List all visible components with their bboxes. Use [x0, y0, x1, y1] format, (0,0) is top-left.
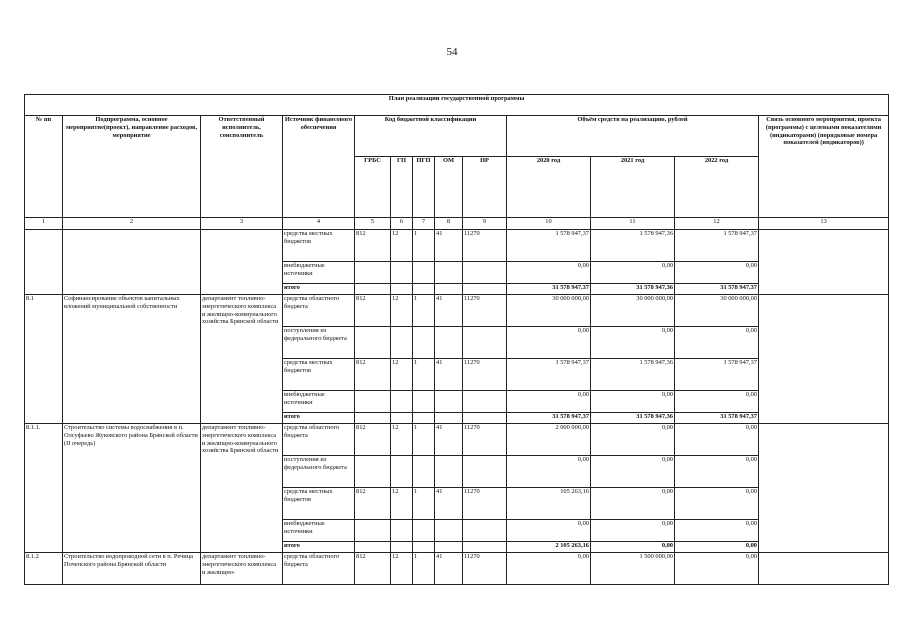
column-number: 5	[355, 218, 391, 230]
indicator-cell	[759, 295, 889, 424]
indicator-cell	[759, 553, 889, 585]
amount-2020: 0,00	[507, 391, 591, 413]
table-row	[25, 553, 889, 585]
code-om: 41	[435, 553, 463, 585]
header-2020: 2020 год	[507, 157, 591, 218]
table-row	[25, 424, 889, 456]
amount-2021: 0,00	[591, 456, 675, 488]
source-local: средства местных бюджетов	[283, 230, 355, 262]
amount-2022: 0,00	[675, 391, 759, 413]
column-number: 9	[463, 218, 507, 230]
source-federal: поступления из федерального бюджета	[283, 327, 355, 359]
amount-2021: 1 578 947,36	[591, 230, 675, 262]
source-total: итого	[283, 284, 355, 295]
row-name-cell: Строительство водопроводной сети в п. Речица Почепского района Брянской области	[63, 553, 201, 585]
amount-2022: 0,00	[675, 520, 759, 542]
header-om: ОМ	[435, 157, 463, 218]
header-pgp: ПГП	[413, 157, 435, 218]
code-om: 41	[435, 359, 463, 391]
amount-2020: 31 578 947,37	[507, 284, 591, 295]
row-num-cell	[25, 230, 63, 295]
source-local: средства местных бюджетов	[283, 488, 355, 520]
row-name-cell: Софинансирование объектов капитальных вложений муниципальной собственности	[63, 295, 201, 424]
amount-2021: 31 578 947,36	[591, 413, 675, 424]
source-regional: средства областного бюджета	[283, 424, 355, 456]
code-grbs: 812	[355, 424, 391, 456]
amount-2021: 0,00	[591, 488, 675, 520]
row-executor-cell: департамент топливно-энергетического комплекса и жилищно-	[201, 553, 283, 585]
code-np: 11270	[463, 553, 507, 585]
amount-2021: 1 578 947,36	[591, 359, 675, 391]
table-row	[25, 230, 889, 262]
header-num: № пп	[25, 116, 63, 218]
code-pgp: 1	[413, 553, 435, 585]
amount-2021: 31 578 947,36	[591, 284, 675, 295]
code-np: 11270	[463, 488, 507, 520]
amount-2020: 0,00	[507, 456, 591, 488]
amount-2020: 30 000 000,00	[507, 295, 591, 327]
column-number: 6	[391, 218, 413, 230]
row-executor-cell	[201, 230, 283, 295]
row-num-cell: 8.1	[25, 295, 63, 424]
amount-2020: 0,00	[507, 553, 591, 585]
amount-2022: 0,00	[675, 542, 759, 553]
code-om: 41	[435, 295, 463, 327]
amount-2021: 0,00	[591, 542, 675, 553]
table-title: План реализации государственной программы	[25, 95, 889, 116]
header-indicators: Связь основного мероприятия, проекта (программы) с целевыми показателями (индикаторами) (порядковые номера показателей (индикаторов))	[759, 116, 889, 218]
source-local: средства местных бюджетов	[283, 359, 355, 391]
amount-2020: 1 578 947,37	[507, 230, 591, 262]
amount-2022: 0,00	[675, 456, 759, 488]
column-number: 8	[435, 218, 463, 230]
source-total: итого	[283, 542, 355, 553]
indicator-cell	[759, 230, 889, 295]
column-number: 1	[25, 218, 63, 230]
plan-table	[24, 94, 889, 585]
header-source: Источник финансового обеспечения	[283, 116, 355, 218]
column-number: 3	[201, 218, 283, 230]
code-grbs: 812	[355, 359, 391, 391]
column-number: 13	[759, 218, 889, 230]
amount-2021: 0,00	[591, 520, 675, 542]
source-total: итого	[283, 413, 355, 424]
amount-2022: 30 000 000,00	[675, 295, 759, 327]
header-2021: 2021 год	[591, 157, 675, 218]
amount-2021: 0,00	[591, 327, 675, 359]
indicator-cell	[759, 424, 889, 553]
header-grbs: ГРБС	[355, 157, 391, 218]
row-num-cell: 8.1.2	[25, 553, 63, 585]
amount-2022: 0,00	[675, 553, 759, 585]
code-om: 41	[435, 424, 463, 456]
amount-2020: 0,00	[507, 327, 591, 359]
code-om: 41	[435, 230, 463, 262]
code-np: 11270	[463, 424, 507, 456]
code-pgp: 1	[413, 488, 435, 520]
amount-2020: 1 578 947,37	[507, 359, 591, 391]
table-row	[25, 295, 889, 327]
amount-2020: 2 105 263,16	[507, 542, 591, 553]
header-gp: ГП	[391, 157, 413, 218]
code-grbs: 812	[355, 230, 391, 262]
code-pgp: 1	[413, 424, 435, 456]
header-program: Подпрограмма, основное мероприятие(проект), направление расходов, мероприятие	[63, 116, 201, 218]
column-number-row	[25, 218, 889, 230]
code-np: 11270	[463, 230, 507, 262]
column-number: 7	[413, 218, 435, 230]
header-volume: Объём средств на реализацию, рублей	[507, 116, 759, 157]
code-grbs: 812	[355, 553, 391, 585]
header-executor: Ответственный исполнитель, соисполнитель	[201, 116, 283, 218]
column-number: 4	[283, 218, 355, 230]
column-number: 10	[507, 218, 591, 230]
header-2022: 2022 год	[675, 157, 759, 218]
source-extra: внебюджетные источники	[283, 262, 355, 284]
code-gp: 12	[391, 553, 413, 585]
amount-2021: 0,00	[591, 391, 675, 413]
code-gp: 12	[391, 359, 413, 391]
amount-2022: 31 578 947,37	[675, 413, 759, 424]
row-name-cell: Строительство системы водоснабжения в п. Олсуфьево Жуковского района Брянской области (II очередь)	[63, 424, 201, 553]
header-budget-code: Код бюджетной классификации	[355, 116, 507, 157]
code-om: 41	[435, 488, 463, 520]
amount-2021: 0,00	[591, 262, 675, 284]
header-np: НР	[463, 157, 507, 218]
source-regional: средства областного бюджета	[283, 553, 355, 585]
code-gp: 12	[391, 488, 413, 520]
code-pgp: 1	[413, 295, 435, 327]
column-number: 11	[591, 218, 675, 230]
amount-2022: 0,00	[675, 327, 759, 359]
code-grbs: 812	[355, 488, 391, 520]
row-executor-cell: департамент топливно-энергетического комплекса и жилищно-коммунального хозяйства Брянской области	[201, 424, 283, 553]
row-num-cell: 8.1.1.	[25, 424, 63, 553]
code-gp: 12	[391, 295, 413, 327]
amount-2020: 0,00	[507, 520, 591, 542]
source-regional: средства областного бюджета	[283, 295, 355, 327]
amount-2021: 1 500 000,00	[591, 553, 675, 585]
amount-2021: 0,00	[591, 424, 675, 456]
code-pgp: 1	[413, 359, 435, 391]
amount-2022: 1 578 947,37	[675, 230, 759, 262]
column-number: 12	[675, 218, 759, 230]
amount-2020: 31 578 947,37	[507, 413, 591, 424]
code-grbs: 812	[355, 295, 391, 327]
code-np: 11270	[463, 359, 507, 391]
code-pgp: 1	[413, 230, 435, 262]
amount-2022: 0,00	[675, 424, 759, 456]
amount-2020: 2 000 000,00	[507, 424, 591, 456]
row-name-cell	[63, 230, 201, 295]
amount-2020: 105 263,16	[507, 488, 591, 520]
code-np: 11270	[463, 295, 507, 327]
column-number: 2	[63, 218, 201, 230]
amount-2022: 0,00	[675, 262, 759, 284]
source-federal: поступления из федерального бюджета	[283, 456, 355, 488]
code-gp: 12	[391, 230, 413, 262]
page-number: 54	[446, 46, 458, 58]
amount-2022: 0,00	[675, 488, 759, 520]
amount-2022: 31 578 947,37	[675, 284, 759, 295]
code-gp: 12	[391, 424, 413, 456]
amount-2020: 0,00	[507, 262, 591, 284]
amount-2021: 30 000 000,00	[591, 295, 675, 327]
amount-2022: 1 578 947,37	[675, 359, 759, 391]
source-extra: внебюджетные источники	[283, 391, 355, 413]
row-executor-cell: департамент топливно-энергетического комплекса и жилищно-коммунального хозяйства Брянской области	[201, 295, 283, 424]
source-extra: внебюджетные источники	[283, 520, 355, 542]
